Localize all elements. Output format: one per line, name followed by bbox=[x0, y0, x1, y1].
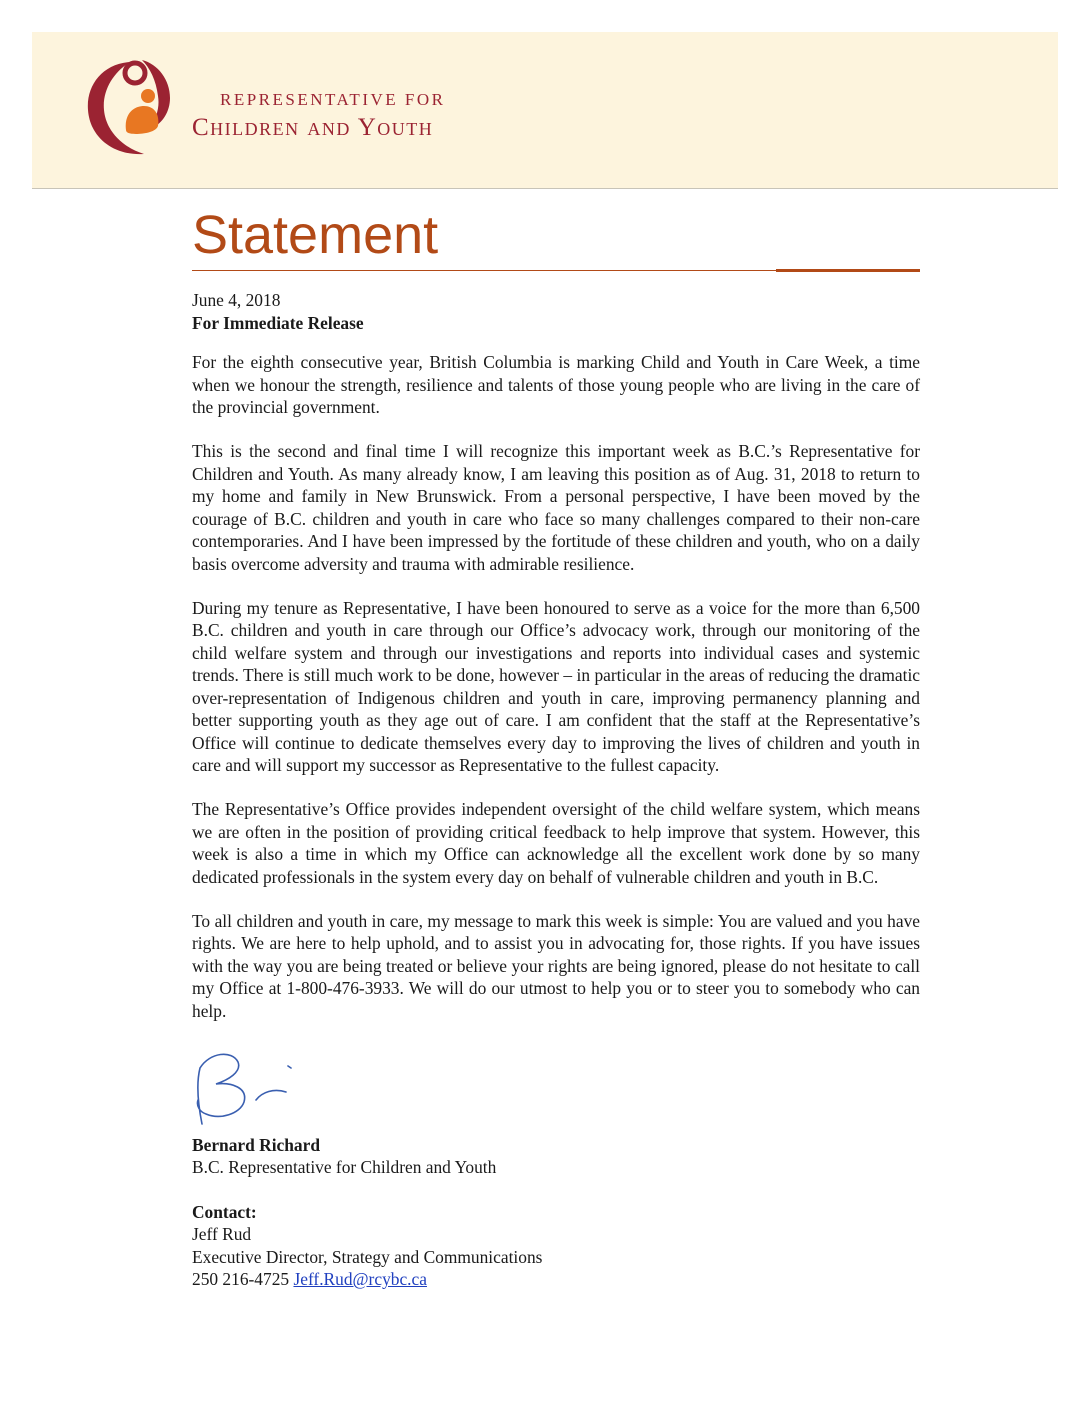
signatory-name: Bernard Richard bbox=[192, 1134, 321, 1155]
document-title: Statement bbox=[192, 205, 439, 265]
title-divider-accent bbox=[776, 269, 920, 272]
paragraph: This is the second and final time I will recognize this important week as B.C.’s Representative for Children and Youth. As many already know, I am leaving this position as of Aug. 31, 2018 to return to my home and family in New Brunswick. From a personal perspective, I have been moved by the courage of B.C. children and youth in care who face so many challenges compared to their non-care contemporaries. And I have been impressed by the fortitude of these children and youth, who on a daily basis overcome adversity and trauma with admirable resilience. bbox=[192, 441, 920, 574]
paragraph: The Representative’s Office provides independent oversight of the child welfare system, which means we are often in the position of providing critical feedback to help improve that system. However, this week is also a time in which my Office can acknowledge all the excellent work done by so many dedicated professionals in the system every day on behalf of vulnerable children and youth in B.C. bbox=[192, 799, 920, 887]
letterhead-banner bbox=[32, 32, 1058, 189]
organization-logo-icon bbox=[84, 56, 176, 158]
contact-role: Executive Director, Strategy and Communications bbox=[192, 1246, 543, 1267]
contact-heading: Contact: bbox=[192, 1201, 257, 1222]
handwritten-signature bbox=[192, 1044, 302, 1128]
contact-details bbox=[192, 1268, 920, 1291]
organization-name-line1: REPRESENTATIVE FOR bbox=[220, 90, 446, 109]
release-date: June 4, 2018 bbox=[192, 290, 281, 310]
paragraph: During my tenure as Representative, I have been honoured to serve as a voice for the more than 6,500 B.C. children and youth in care through our Office’s advocacy work, through our monitoring of the child welfare system and through our investigations and reports into individual cases and systemic trends. There is still much work to be done, however – in particular in the areas of reducing the dramatic over-representation of Indigenous children and youth in care, improving permanency planning and better supporting youth as they age out of care. I am confident that the staff at the Representative’s Office will continue to dedicate themselves every day to improving the lives of children and youth in care and will support my successor as Representative to the fullest capacity. bbox=[192, 597, 920, 775]
statement-body bbox=[192, 289, 920, 1291]
contact-phone: 250 216-4725 bbox=[192, 1269, 290, 1289]
signatory-title: B.C. Representative for Children and Youth bbox=[192, 1157, 497, 1177]
organization-name-line2: Children and Youth bbox=[192, 114, 434, 141]
contact-name: Jeff Rud bbox=[192, 1224, 252, 1244]
contact-email-link[interactable]: Jeff.Rud@rcybc.ca bbox=[293, 1269, 427, 1289]
paragraph: For the eighth consecutive year, British Columbia is marking Child and Youth in Care Week, a time when we honour the strength, resilience and talents of those young people who are living in the care of the provincial government. bbox=[192, 352, 920, 417]
paragraph: To all children and youth in care, my message to mark this week is simple: You are valued and you have rights. We are here to help uphold, and to assist you in advocating for, those rights. If you have issues with the way you are being treated or believe your rights are being ignored, please do not hesitate to call my Office at 1-800-476-3933. We will do our utmost to help you or to steer you to somebody who can help. bbox=[192, 910, 920, 1021]
release-notice: For Immediate Release bbox=[192, 312, 364, 333]
